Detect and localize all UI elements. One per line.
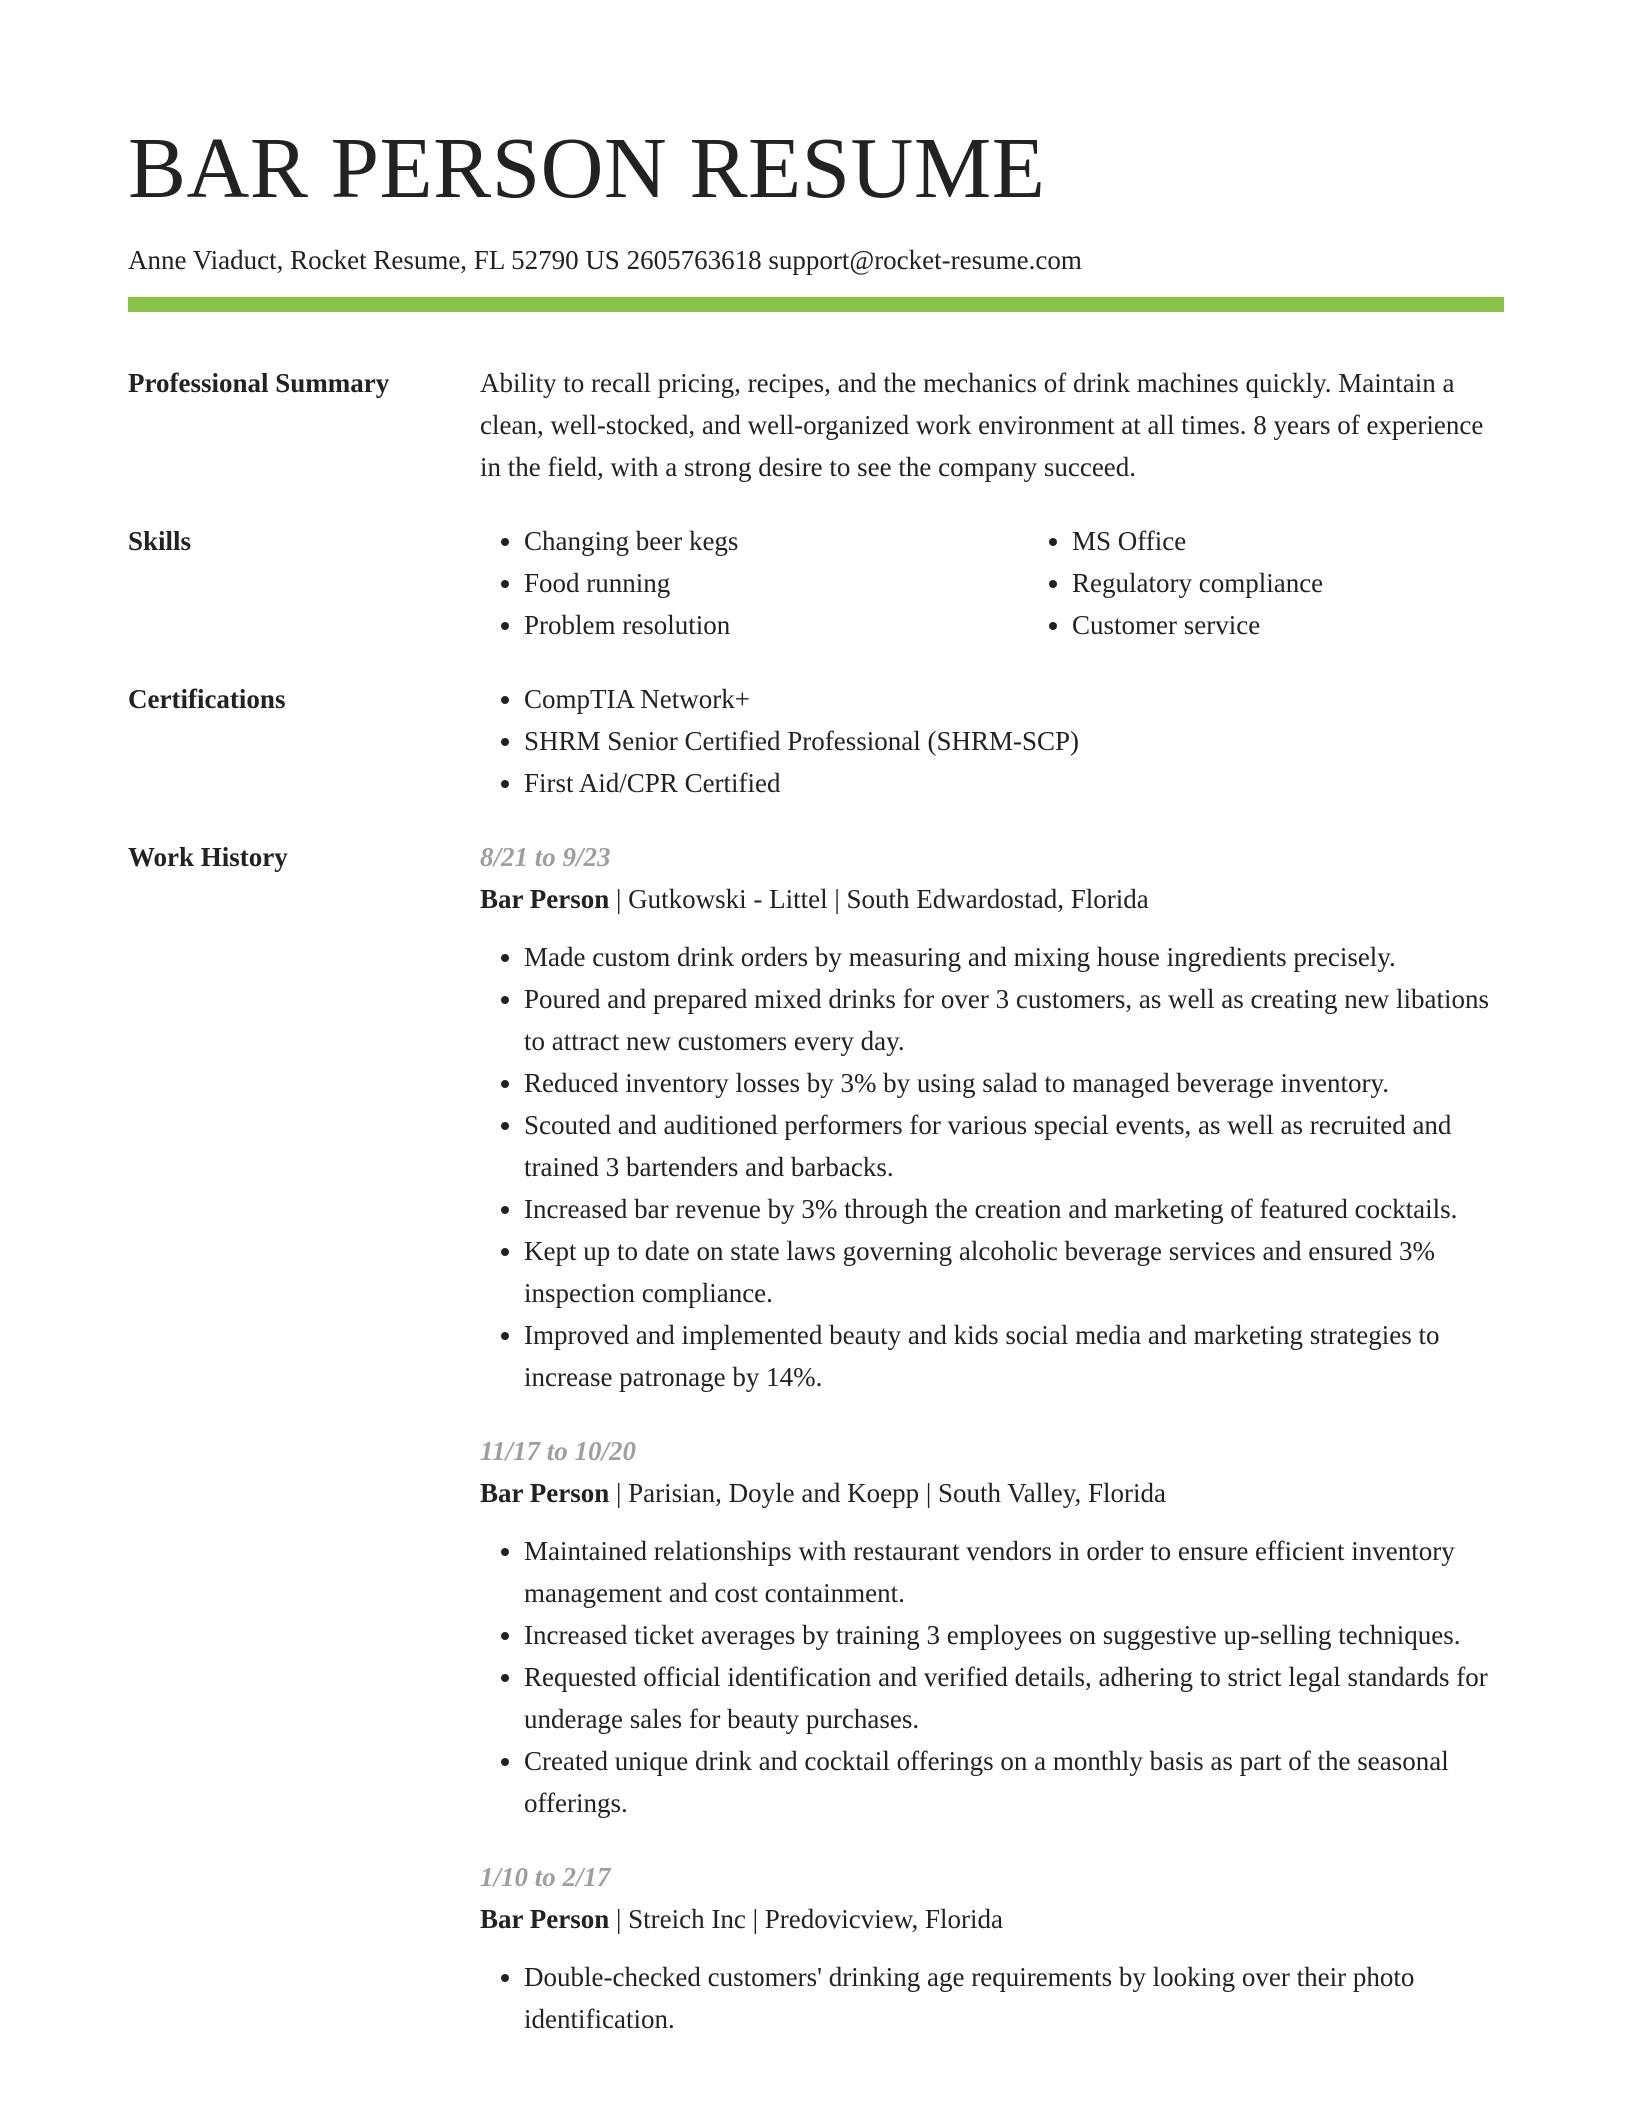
section-label-work-history: Work History [128, 842, 288, 872]
skill-item: • Food running [524, 562, 1028, 604]
job-dates: 1/10 to 2/17 [480, 1862, 611, 1892]
certification-item: • CompTIA Network+ [524, 678, 1504, 720]
job-heading [480, 878, 1504, 920]
job-bullets [480, 1956, 1504, 2040]
job-employer-location: | Gutkowski - Littel | South Edwardostad, Florida [609, 884, 1149, 914]
skill-item: • Problem resolution [524, 604, 1028, 646]
job-bullet: • Increased bar revenue by 3% through the creation and marketing of featured cocktails. [524, 1188, 1504, 1230]
skills-column-2 [1028, 520, 1323, 646]
skill-item: • Regulatory compliance [1072, 562, 1323, 604]
skill-item: • Changing beer kegs [524, 520, 1028, 562]
job-bullet: • Reduced inventory losses by 3% by using salad to managed beverage inventory. [524, 1062, 1504, 1104]
job-employer-location: | Streich Inc | Predovicview, Florida [609, 1904, 1003, 1934]
job-bullet: • Requested official identification and verified details, adhering to strict legal standards for underage sales for beauty purchases. [524, 1656, 1504, 1740]
skills-section [128, 520, 1504, 646]
work-history-section [128, 836, 1504, 2072]
job-bullet: • Improved and implemented beauty and kids social media and marketing strategies to increase patronage by 14%. [524, 1314, 1504, 1398]
job-entry [480, 1430, 1504, 1824]
job-bullet: • Poured and prepared mixed drinks for over 3 customers, as well as creating new libations to attract new customers every day. [524, 978, 1504, 1062]
job-bullets [480, 1530, 1504, 1824]
job-heading [480, 1898, 1504, 1940]
job-bullet: • Double-checked customers' drinking age requirements by looking over their photo identification. [524, 1956, 1504, 2040]
skill-item: • Customer service [1072, 604, 1323, 646]
skills-column-1 [480, 520, 1028, 646]
job-bullet: • Scouted and auditioned performers for various special events, as well as recruited and trained 3 bartenders and barbacks. [524, 1104, 1504, 1188]
resume-page [128, 0, 1504, 2072]
certifications-section [128, 678, 1504, 804]
section-label-summary: Professional Summary [128, 368, 390, 398]
resume-title: BAR PERSON RESUME [128, 119, 1046, 216]
job-bullet: • Kept up to date on state laws governing alcoholic beverage services and ensured 3% inspection compliance. [524, 1230, 1504, 1314]
certifications-list [480, 678, 1504, 804]
certifications-body [480, 678, 1504, 804]
skill-item: • MS Office [1072, 520, 1323, 562]
job-dates: 11/17 to 10/20 [480, 1436, 637, 1466]
section-label-certifications: Certifications [128, 684, 286, 714]
work-history-body [480, 836, 1504, 2072]
job-bullet: • Maintained relationships with restaurant vendors in order to ensure efficient inventory management and cost containment. [524, 1530, 1504, 1614]
summary-text: Ability to recall pricing, recipes, and the mechanics of drink machines quickly. Maintain a clean, well-stocked, and well-organized work environment at all times. 8 years of experience in the field, with a strong desire to see the company succeed. [480, 368, 1484, 482]
professional-summary-section [128, 362, 1504, 488]
job-entry [480, 836, 1504, 1398]
skills-grid [480, 520, 1504, 646]
job-bullet: • Made custom drink orders by measuring and mixing house ingredients precisely. [524, 936, 1504, 978]
accent-divider [128, 297, 1504, 312]
job-title: Bar Person [480, 1904, 610, 1934]
contact-line: Anne Viaduct, Rocket Resume, FL 52790 US 2605763618 support@rocket-resume.com [128, 245, 1082, 275]
certification-item: • SHRM Senior Certified Professional (SHRM-SCP) [524, 720, 1504, 762]
job-bullet: • Created unique drink and cocktail offerings on a monthly basis as part of the seasonal offerings. [524, 1740, 1504, 1824]
section-label-skills: Skills [128, 526, 192, 556]
job-employer-location: | Parisian, Doyle and Koepp | South Valley, Florida [609, 1478, 1166, 1508]
job-dates: 8/21 to 9/23 [480, 842, 611, 872]
job-bullet: • Increased ticket averages by training 3 employees on suggestive up-selling techniques. [524, 1614, 1504, 1656]
job-entry [480, 1856, 1504, 2040]
job-bullets [480, 936, 1504, 1398]
job-heading [480, 1472, 1504, 1514]
job-title: Bar Person [480, 884, 610, 914]
certification-item: • First Aid/CPR Certified [524, 762, 1504, 804]
job-title: Bar Person [480, 1478, 610, 1508]
